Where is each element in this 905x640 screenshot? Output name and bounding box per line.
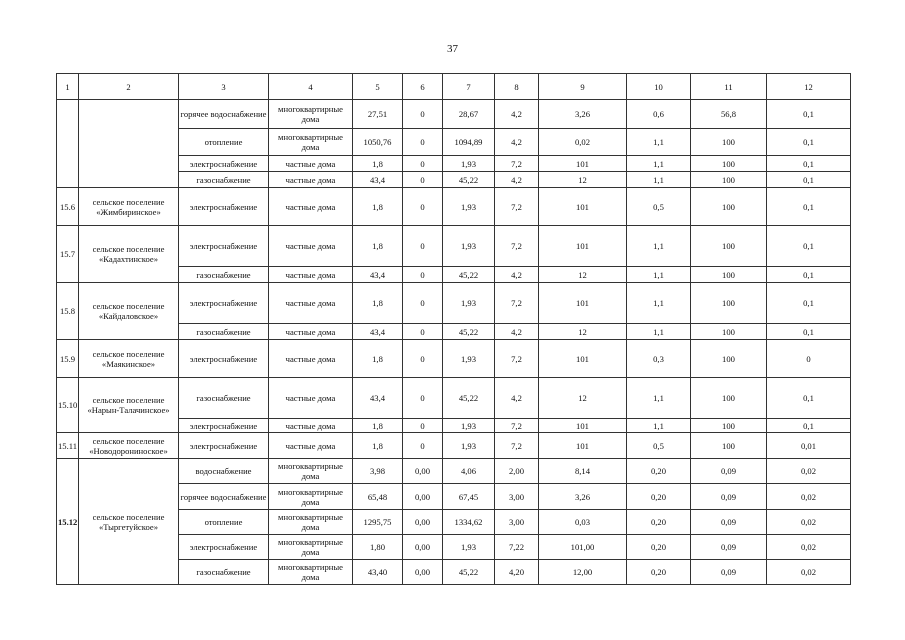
table-cell: частные дома bbox=[269, 188, 353, 226]
table-cell: многоквартирные дома bbox=[269, 459, 353, 484]
table-cell: 7,2 bbox=[495, 156, 539, 172]
table-cell: 0,20 bbox=[627, 510, 691, 535]
table-cell: 67,45 bbox=[443, 484, 495, 510]
table-cell: 0 bbox=[403, 378, 443, 419]
table-cell: 0,3 bbox=[627, 340, 691, 378]
table-cell: 100 bbox=[691, 433, 767, 459]
table-cell: 15.11 bbox=[57, 433, 79, 459]
table-cell: 12 bbox=[539, 267, 627, 283]
table-cell: 0,02 bbox=[767, 484, 851, 510]
table-cell: 0,09 bbox=[691, 484, 767, 510]
table-cell: электроснабжение bbox=[179, 433, 269, 459]
table-cell: 0,02 bbox=[767, 535, 851, 560]
table-cell: многоквартирные дома bbox=[269, 100, 353, 129]
table-cell: 7,2 bbox=[495, 419, 539, 433]
table-cell: 0,5 bbox=[627, 433, 691, 459]
table-cell: 7,22 bbox=[495, 535, 539, 560]
table-cell: 0,09 bbox=[691, 459, 767, 484]
table-cell: 0,00 bbox=[403, 535, 443, 560]
header-cell: 1 bbox=[57, 74, 79, 100]
table-cell: частные дома bbox=[269, 267, 353, 283]
table-cell: сельское поселение «Жимбиринское» bbox=[79, 188, 179, 226]
page-number: 37 bbox=[447, 43, 458, 55]
table-cell: 1,93 bbox=[443, 419, 495, 433]
table-header-row bbox=[57, 74, 851, 100]
table-cell: 101 bbox=[539, 419, 627, 433]
table-cell: 45,22 bbox=[443, 324, 495, 340]
header-cell: 10 bbox=[627, 74, 691, 100]
table-cell: 43,4 bbox=[353, 324, 403, 340]
table-cell: 0,1 bbox=[767, 378, 851, 419]
table-cell: 15.12 bbox=[57, 459, 79, 585]
table-cell: газоснабжение bbox=[179, 560, 269, 585]
table-cell: 1,1 bbox=[627, 129, 691, 156]
table-cell: 4,06 bbox=[443, 459, 495, 484]
table-cell: 100 bbox=[691, 129, 767, 156]
table-cell: 100 bbox=[691, 324, 767, 340]
table-cell: 0 bbox=[403, 340, 443, 378]
table-cell: 45,22 bbox=[443, 560, 495, 585]
table-cell: 3,98 bbox=[353, 459, 403, 484]
table-cell: 43,4 bbox=[353, 378, 403, 419]
table-cell: 0 bbox=[403, 172, 443, 188]
table-cell: электроснабжение bbox=[179, 340, 269, 378]
table-cell: 0,1 bbox=[767, 226, 851, 267]
table-cell: 1,93 bbox=[443, 156, 495, 172]
table-row bbox=[57, 100, 851, 129]
table-cell: 8,14 bbox=[539, 459, 627, 484]
table-cell: 43,40 bbox=[353, 560, 403, 585]
table-cell: многоквартирные дома bbox=[269, 484, 353, 510]
table-cell: электроснабжение bbox=[179, 226, 269, 267]
table-cell: 0,6 bbox=[627, 100, 691, 129]
table-cell: 100 bbox=[691, 188, 767, 226]
table-cell: частные дома bbox=[269, 340, 353, 378]
table-cell: 1,8 bbox=[353, 283, 403, 324]
table-cell: 1,8 bbox=[353, 419, 403, 433]
table-cell: 0,09 bbox=[691, 510, 767, 535]
table-cell: 4,2 bbox=[495, 100, 539, 129]
table-cell: 12,00 bbox=[539, 560, 627, 585]
table-cell: 1,1 bbox=[627, 267, 691, 283]
table-cell: 65,48 bbox=[353, 484, 403, 510]
table-cell: 0,5 bbox=[627, 188, 691, 226]
table-cell: 0,03 bbox=[539, 510, 627, 535]
table-cell: 0,00 bbox=[403, 510, 443, 535]
header-cell: 7 bbox=[443, 74, 495, 100]
table-cell: 0,20 bbox=[627, 459, 691, 484]
table-cell: 1,93 bbox=[443, 226, 495, 267]
table-cell: сельское поселение «Кайдаловское» bbox=[79, 283, 179, 340]
table-cell: 0,00 bbox=[403, 560, 443, 585]
table-cell: 0,02 bbox=[767, 560, 851, 585]
header-cell: 3 bbox=[179, 74, 269, 100]
table-cell: 101 bbox=[539, 226, 627, 267]
table-cell: 0,1 bbox=[767, 156, 851, 172]
table-cell: сельское поселение «Нарын-Талачинское» bbox=[79, 378, 179, 433]
table-row bbox=[57, 283, 851, 324]
table-cell: 0,1 bbox=[767, 324, 851, 340]
table-cell: газоснабжение bbox=[179, 172, 269, 188]
table-row bbox=[57, 433, 851, 459]
header-cell: 5 bbox=[353, 74, 403, 100]
table-cell: 1,93 bbox=[443, 340, 495, 378]
table-row bbox=[57, 188, 851, 226]
table-cell: 1,93 bbox=[443, 433, 495, 459]
table-cell: 101 bbox=[539, 156, 627, 172]
table-cell: 43,4 bbox=[353, 267, 403, 283]
table-cell: 15.6 bbox=[57, 188, 79, 226]
table-cell: 0 bbox=[403, 188, 443, 226]
table-cell: сельское поселение «Кадахтинское» bbox=[79, 226, 179, 283]
table-cell: 1,1 bbox=[627, 156, 691, 172]
table-cell: 4,2 bbox=[495, 324, 539, 340]
table-cell: электроснабжение bbox=[179, 188, 269, 226]
table-cell: 1,80 bbox=[353, 535, 403, 560]
table-cell: 1334,62 bbox=[443, 510, 495, 535]
table-cell: 3,26 bbox=[539, 484, 627, 510]
table-cell: частные дома bbox=[269, 283, 353, 324]
table-cell: 101,00 bbox=[539, 535, 627, 560]
table-cell: 15.9 bbox=[57, 340, 79, 378]
table-cell: 56,8 bbox=[691, 100, 767, 129]
table-cell: 15.8 bbox=[57, 283, 79, 340]
table-cell: отопление bbox=[179, 129, 269, 156]
table-cell: 1050,76 bbox=[353, 129, 403, 156]
table-cell: 1,93 bbox=[443, 188, 495, 226]
table-cell: 0,1 bbox=[767, 283, 851, 324]
table-cell: электроснабжение bbox=[179, 419, 269, 433]
table-cell: отопление bbox=[179, 510, 269, 535]
table-cell: горячее водоснабжение bbox=[179, 100, 269, 129]
table-row bbox=[57, 226, 851, 267]
table-row bbox=[57, 459, 851, 484]
table-cell: 0 bbox=[403, 433, 443, 459]
table-cell: 45,22 bbox=[443, 267, 495, 283]
table-cell: газоснабжение bbox=[179, 324, 269, 340]
table-cell: 0 bbox=[403, 283, 443, 324]
table-cell: 3,26 bbox=[539, 100, 627, 129]
table-cell: 1,1 bbox=[627, 283, 691, 324]
table-cell: 100 bbox=[691, 226, 767, 267]
table-row bbox=[57, 378, 851, 419]
table-cell: 4,2 bbox=[495, 172, 539, 188]
table-cell: 0,1 bbox=[767, 129, 851, 156]
table-cell: многоквартирные дома bbox=[269, 129, 353, 156]
table-cell: 3,00 bbox=[495, 484, 539, 510]
table-cell: 100 bbox=[691, 378, 767, 419]
table-cell: 100 bbox=[691, 340, 767, 378]
table-cell: 7,2 bbox=[495, 226, 539, 267]
header-cell: 8 bbox=[495, 74, 539, 100]
table-cell: многоквартирные дома bbox=[269, 560, 353, 585]
table-cell: 0,20 bbox=[627, 535, 691, 560]
table-cell: 0 bbox=[403, 267, 443, 283]
table-cell: 100 bbox=[691, 283, 767, 324]
table-cell: 0,09 bbox=[691, 560, 767, 585]
table-cell: 3,00 bbox=[495, 510, 539, 535]
table-cell bbox=[57, 100, 79, 188]
table-cell: 0,02 bbox=[767, 510, 851, 535]
table-cell: 7,2 bbox=[495, 188, 539, 226]
table-cell: 4,20 bbox=[495, 560, 539, 585]
table-cell: 12 bbox=[539, 378, 627, 419]
table-cell: 7,2 bbox=[495, 340, 539, 378]
table-cell: 101 bbox=[539, 188, 627, 226]
table-cell: сельское поселение «Новодорониноское» bbox=[79, 433, 179, 459]
table-cell: 0,1 bbox=[767, 267, 851, 283]
header-cell: 11 bbox=[691, 74, 767, 100]
table-body bbox=[57, 74, 851, 585]
table-cell: 100 bbox=[691, 172, 767, 188]
table-cell: 0 bbox=[403, 226, 443, 267]
table-cell: 1,8 bbox=[353, 433, 403, 459]
header-cell: 9 bbox=[539, 74, 627, 100]
table-cell: 45,22 bbox=[443, 172, 495, 188]
table-cell: 4,2 bbox=[495, 267, 539, 283]
table-cell: 27,51 bbox=[353, 100, 403, 129]
table-cell: многоквартирные дома bbox=[269, 535, 353, 560]
table-cell: 0,00 bbox=[403, 459, 443, 484]
table-cell: 1,8 bbox=[353, 226, 403, 267]
table-cell: 2,00 bbox=[495, 459, 539, 484]
table-cell: водоснабжение bbox=[179, 459, 269, 484]
table-cell: 7,2 bbox=[495, 433, 539, 459]
table-cell: 101 bbox=[539, 433, 627, 459]
table-cell: частные дома bbox=[269, 419, 353, 433]
table-cell: 1,8 bbox=[353, 340, 403, 378]
table-cell: 0,20 bbox=[627, 560, 691, 585]
table-cell: 4,2 bbox=[495, 129, 539, 156]
table-cell: 0,1 bbox=[767, 172, 851, 188]
table-cell: 0,01 bbox=[767, 433, 851, 459]
table-cell: 45,22 bbox=[443, 378, 495, 419]
table-cell: 1,8 bbox=[353, 188, 403, 226]
table-cell: 7,2 bbox=[495, 283, 539, 324]
table-cell: 0,09 bbox=[691, 535, 767, 560]
table-cell: электроснабжение bbox=[179, 156, 269, 172]
table-cell: 0 bbox=[403, 100, 443, 129]
table-cell: 101 bbox=[539, 340, 627, 378]
table-cell: 1,1 bbox=[627, 378, 691, 419]
table-cell: 1,1 bbox=[627, 419, 691, 433]
table-cell: 15.7 bbox=[57, 226, 79, 283]
table-cell: газоснабжение bbox=[179, 267, 269, 283]
table-cell: 0 bbox=[403, 324, 443, 340]
header-cell: 4 bbox=[269, 74, 353, 100]
table-cell: 1,1 bbox=[627, 226, 691, 267]
table-cell: сельское поселение «Тыргетуйское» bbox=[79, 459, 179, 585]
table-cell: сельское поселение «Маякинское» bbox=[79, 340, 179, 378]
table-cell: 100 bbox=[691, 156, 767, 172]
table-cell: газоснабжение bbox=[179, 378, 269, 419]
table-cell: электроснабжение bbox=[179, 535, 269, 560]
header-cell: 12 bbox=[767, 74, 851, 100]
table-cell: 4,2 bbox=[495, 378, 539, 419]
table-cell: 1,93 bbox=[443, 283, 495, 324]
table-cell: 101 bbox=[539, 283, 627, 324]
table-cell: 1,1 bbox=[627, 324, 691, 340]
table-cell: 0,1 bbox=[767, 188, 851, 226]
table-cell: частные дома bbox=[269, 226, 353, 267]
table-cell bbox=[79, 100, 179, 188]
table-cell: 1094,89 bbox=[443, 129, 495, 156]
table-cell: электроснабжение bbox=[179, 283, 269, 324]
table-row bbox=[57, 340, 851, 378]
table-cell: 0,02 bbox=[539, 129, 627, 156]
table-cell: 1295,75 bbox=[353, 510, 403, 535]
table-cell: 100 bbox=[691, 267, 767, 283]
table-cell: частные дома bbox=[269, 156, 353, 172]
table-cell: 0 bbox=[403, 156, 443, 172]
table-cell: 12 bbox=[539, 172, 627, 188]
table-cell: 43,4 bbox=[353, 172, 403, 188]
table-cell: 12 bbox=[539, 324, 627, 340]
table-cell: 0 bbox=[403, 419, 443, 433]
table-cell: 1,8 bbox=[353, 156, 403, 172]
table-cell: частные дома bbox=[269, 378, 353, 419]
table-cell: 0,02 bbox=[767, 459, 851, 484]
table-cell: 28,67 bbox=[443, 100, 495, 129]
table-cell: 15.10 bbox=[57, 378, 79, 433]
table-cell: частные дома bbox=[269, 433, 353, 459]
table-cell: горячее водоснабжение bbox=[179, 484, 269, 510]
table-cell: 0 bbox=[767, 340, 851, 378]
table-cell: 0,1 bbox=[767, 419, 851, 433]
table-cell: многоквартирные дома bbox=[269, 510, 353, 535]
header-cell: 2 bbox=[79, 74, 179, 100]
table-cell: частные дома bbox=[269, 324, 353, 340]
table-cell: 0 bbox=[403, 129, 443, 156]
table-cell: 0,00 bbox=[403, 484, 443, 510]
table-cell: 0,20 bbox=[627, 484, 691, 510]
utilities-table bbox=[56, 73, 851, 585]
table-cell: 0,1 bbox=[767, 100, 851, 129]
table-cell: частные дома bbox=[269, 172, 353, 188]
table-cell: 1,93 bbox=[443, 535, 495, 560]
header-cell: 6 bbox=[403, 74, 443, 100]
table-cell: 1,1 bbox=[627, 172, 691, 188]
table-cell: 100 bbox=[691, 419, 767, 433]
